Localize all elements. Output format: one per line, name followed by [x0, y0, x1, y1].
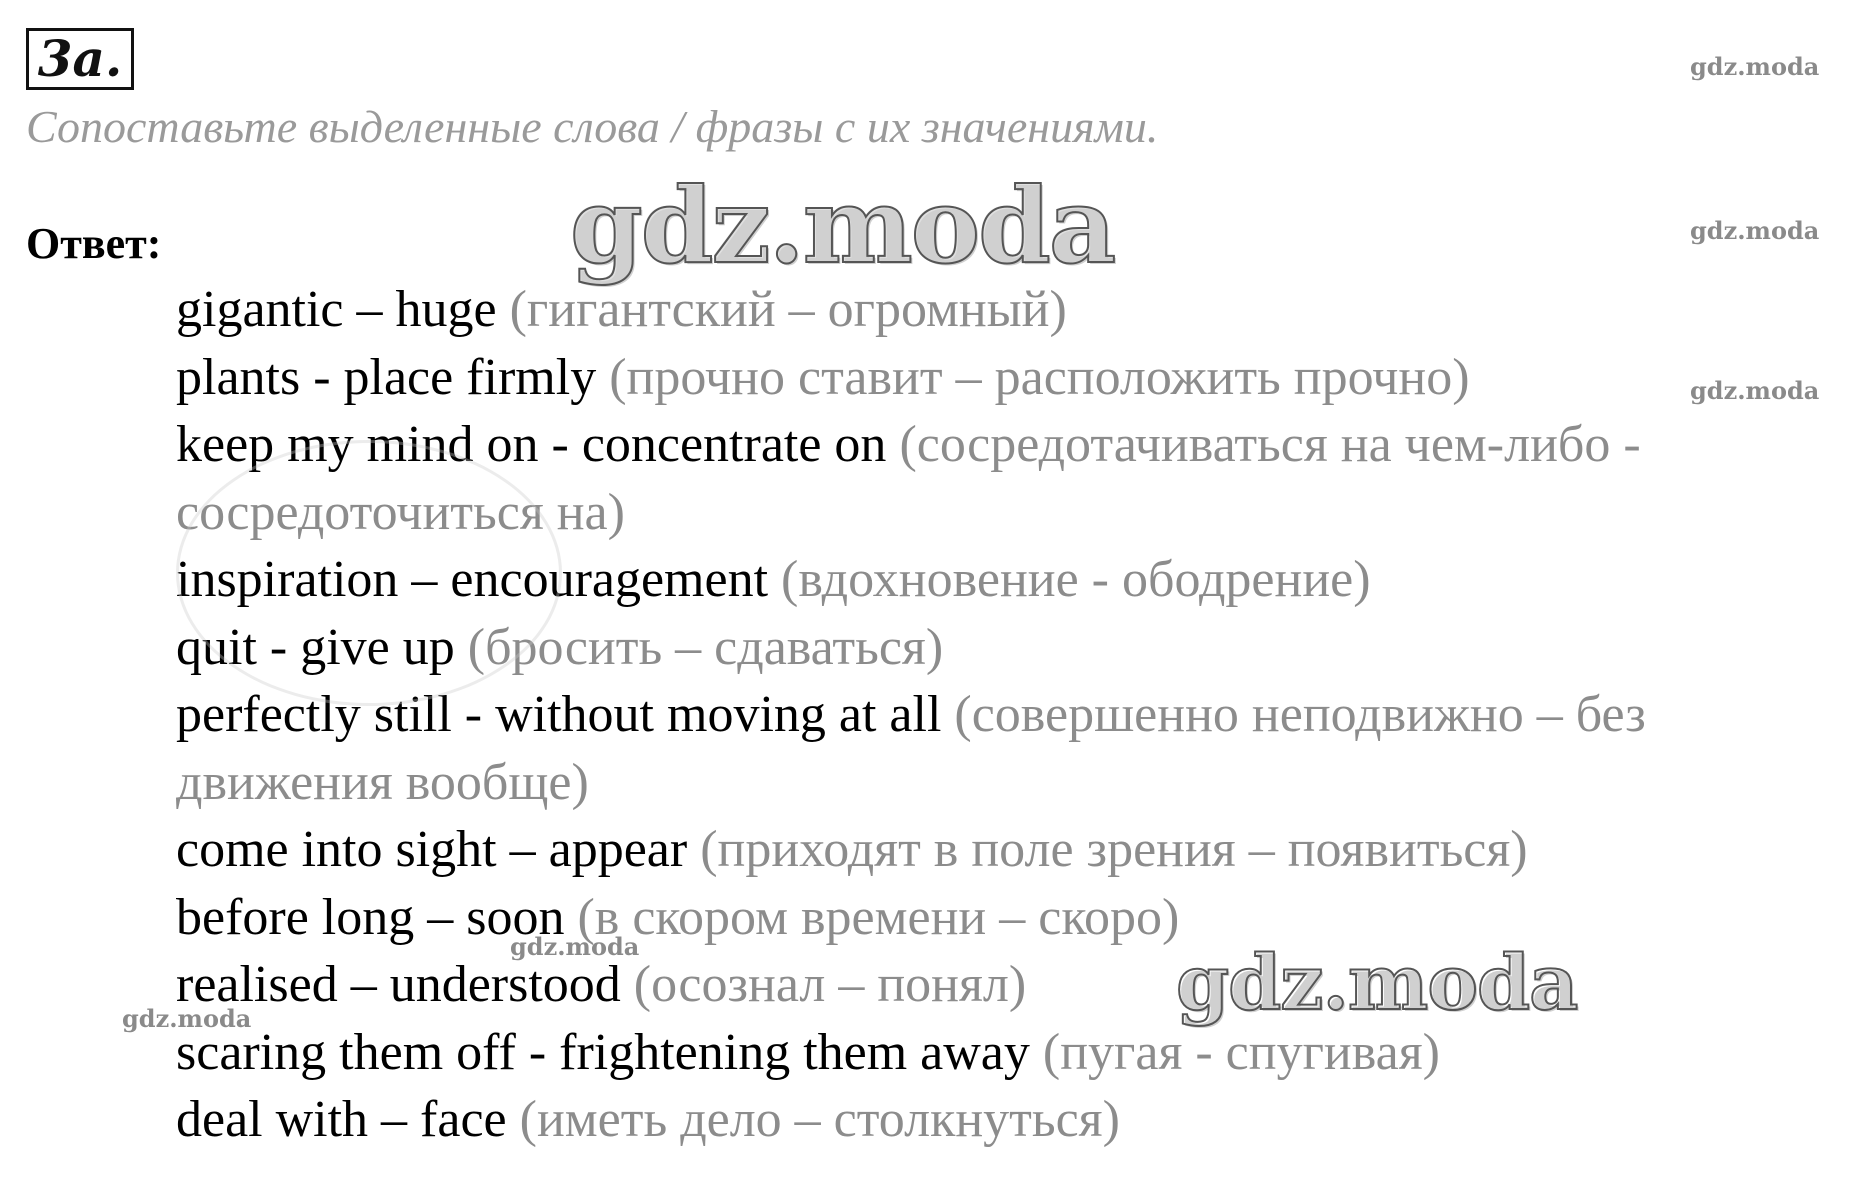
- watermark-medium: gdz.moda: [1176, 938, 1578, 1027]
- answer-english: deal with – face: [176, 1091, 507, 1148]
- answer-russian: (вдохновение - ободрение): [781, 551, 1371, 608]
- task-instruction: Сопоставьте выделенные слова / фразы с их значениями.: [26, 101, 1159, 152]
- answer-russian: (пугая - спугивая): [1042, 1023, 1440, 1081]
- answer-item: [176, 546, 1856, 614]
- answer-item: [176, 614, 1856, 682]
- answer-item: [176, 816, 1856, 884]
- answer-russian: (осознал – понял): [633, 956, 1027, 1013]
- task-number: 3a.: [26, 28, 134, 90]
- answer-russian: (приходят в поле зрения – появиться): [700, 821, 1528, 878]
- watermark-small: gdz.moda: [510, 932, 640, 961]
- answer-russian: (прочно ставит – расположить прочно): [609, 348, 1470, 406]
- answer-item: [176, 1019, 1856, 1087]
- answer-item: [176, 344, 1856, 412]
- answer-russian: (сосредотачиваться на чем-либо - сосредоточиться на): [176, 416, 1641, 541]
- answer-english: quit - give up: [176, 618, 455, 676]
- answer-russian: (совершенно неподвижно – без движения вообще): [176, 686, 1646, 811]
- watermark-small: gdz.moda: [1690, 216, 1820, 245]
- answer-english: scaring them off - frightening them away: [176, 1023, 1030, 1081]
- answer-english: plants - place firmly: [176, 348, 597, 406]
- answer-item: [176, 1086, 1856, 1154]
- answer-item: [176, 884, 1856, 952]
- answer-english: gigantic – huge: [176, 281, 497, 338]
- answer-list: [176, 276, 1856, 1154]
- answer-russian: (бросить – сдаваться): [467, 618, 944, 676]
- answer-english: come into sight – appear: [176, 821, 688, 878]
- answer-english: inspiration – encouragement: [176, 551, 769, 608]
- answer-english: realised – understood: [176, 956, 621, 1013]
- answer-english: keep my mind on - concentrate on: [176, 416, 887, 473]
- answer-russian: (иметь дело – столкнуться): [519, 1091, 1120, 1148]
- answer-item: [176, 681, 1856, 816]
- answer-english: perfectly still - without moving at all: [176, 686, 942, 743]
- answer-english: before long – soon: [176, 888, 565, 946]
- answer-label: Ответ:: [26, 219, 162, 268]
- watermark-small: gdz.moda: [122, 1004, 252, 1033]
- answer-russian: (в скором времени – скоро): [577, 888, 1180, 946]
- answer-russian: (гигантский – огромный): [509, 281, 1067, 338]
- watermark-small: gdz.moda: [1690, 52, 1820, 81]
- watermark-large: gdz.moda: [570, 164, 1115, 287]
- watermark-small: gdz.moda: [1690, 376, 1820, 405]
- answer-item: [176, 951, 1856, 1019]
- answer-item: [176, 411, 1856, 546]
